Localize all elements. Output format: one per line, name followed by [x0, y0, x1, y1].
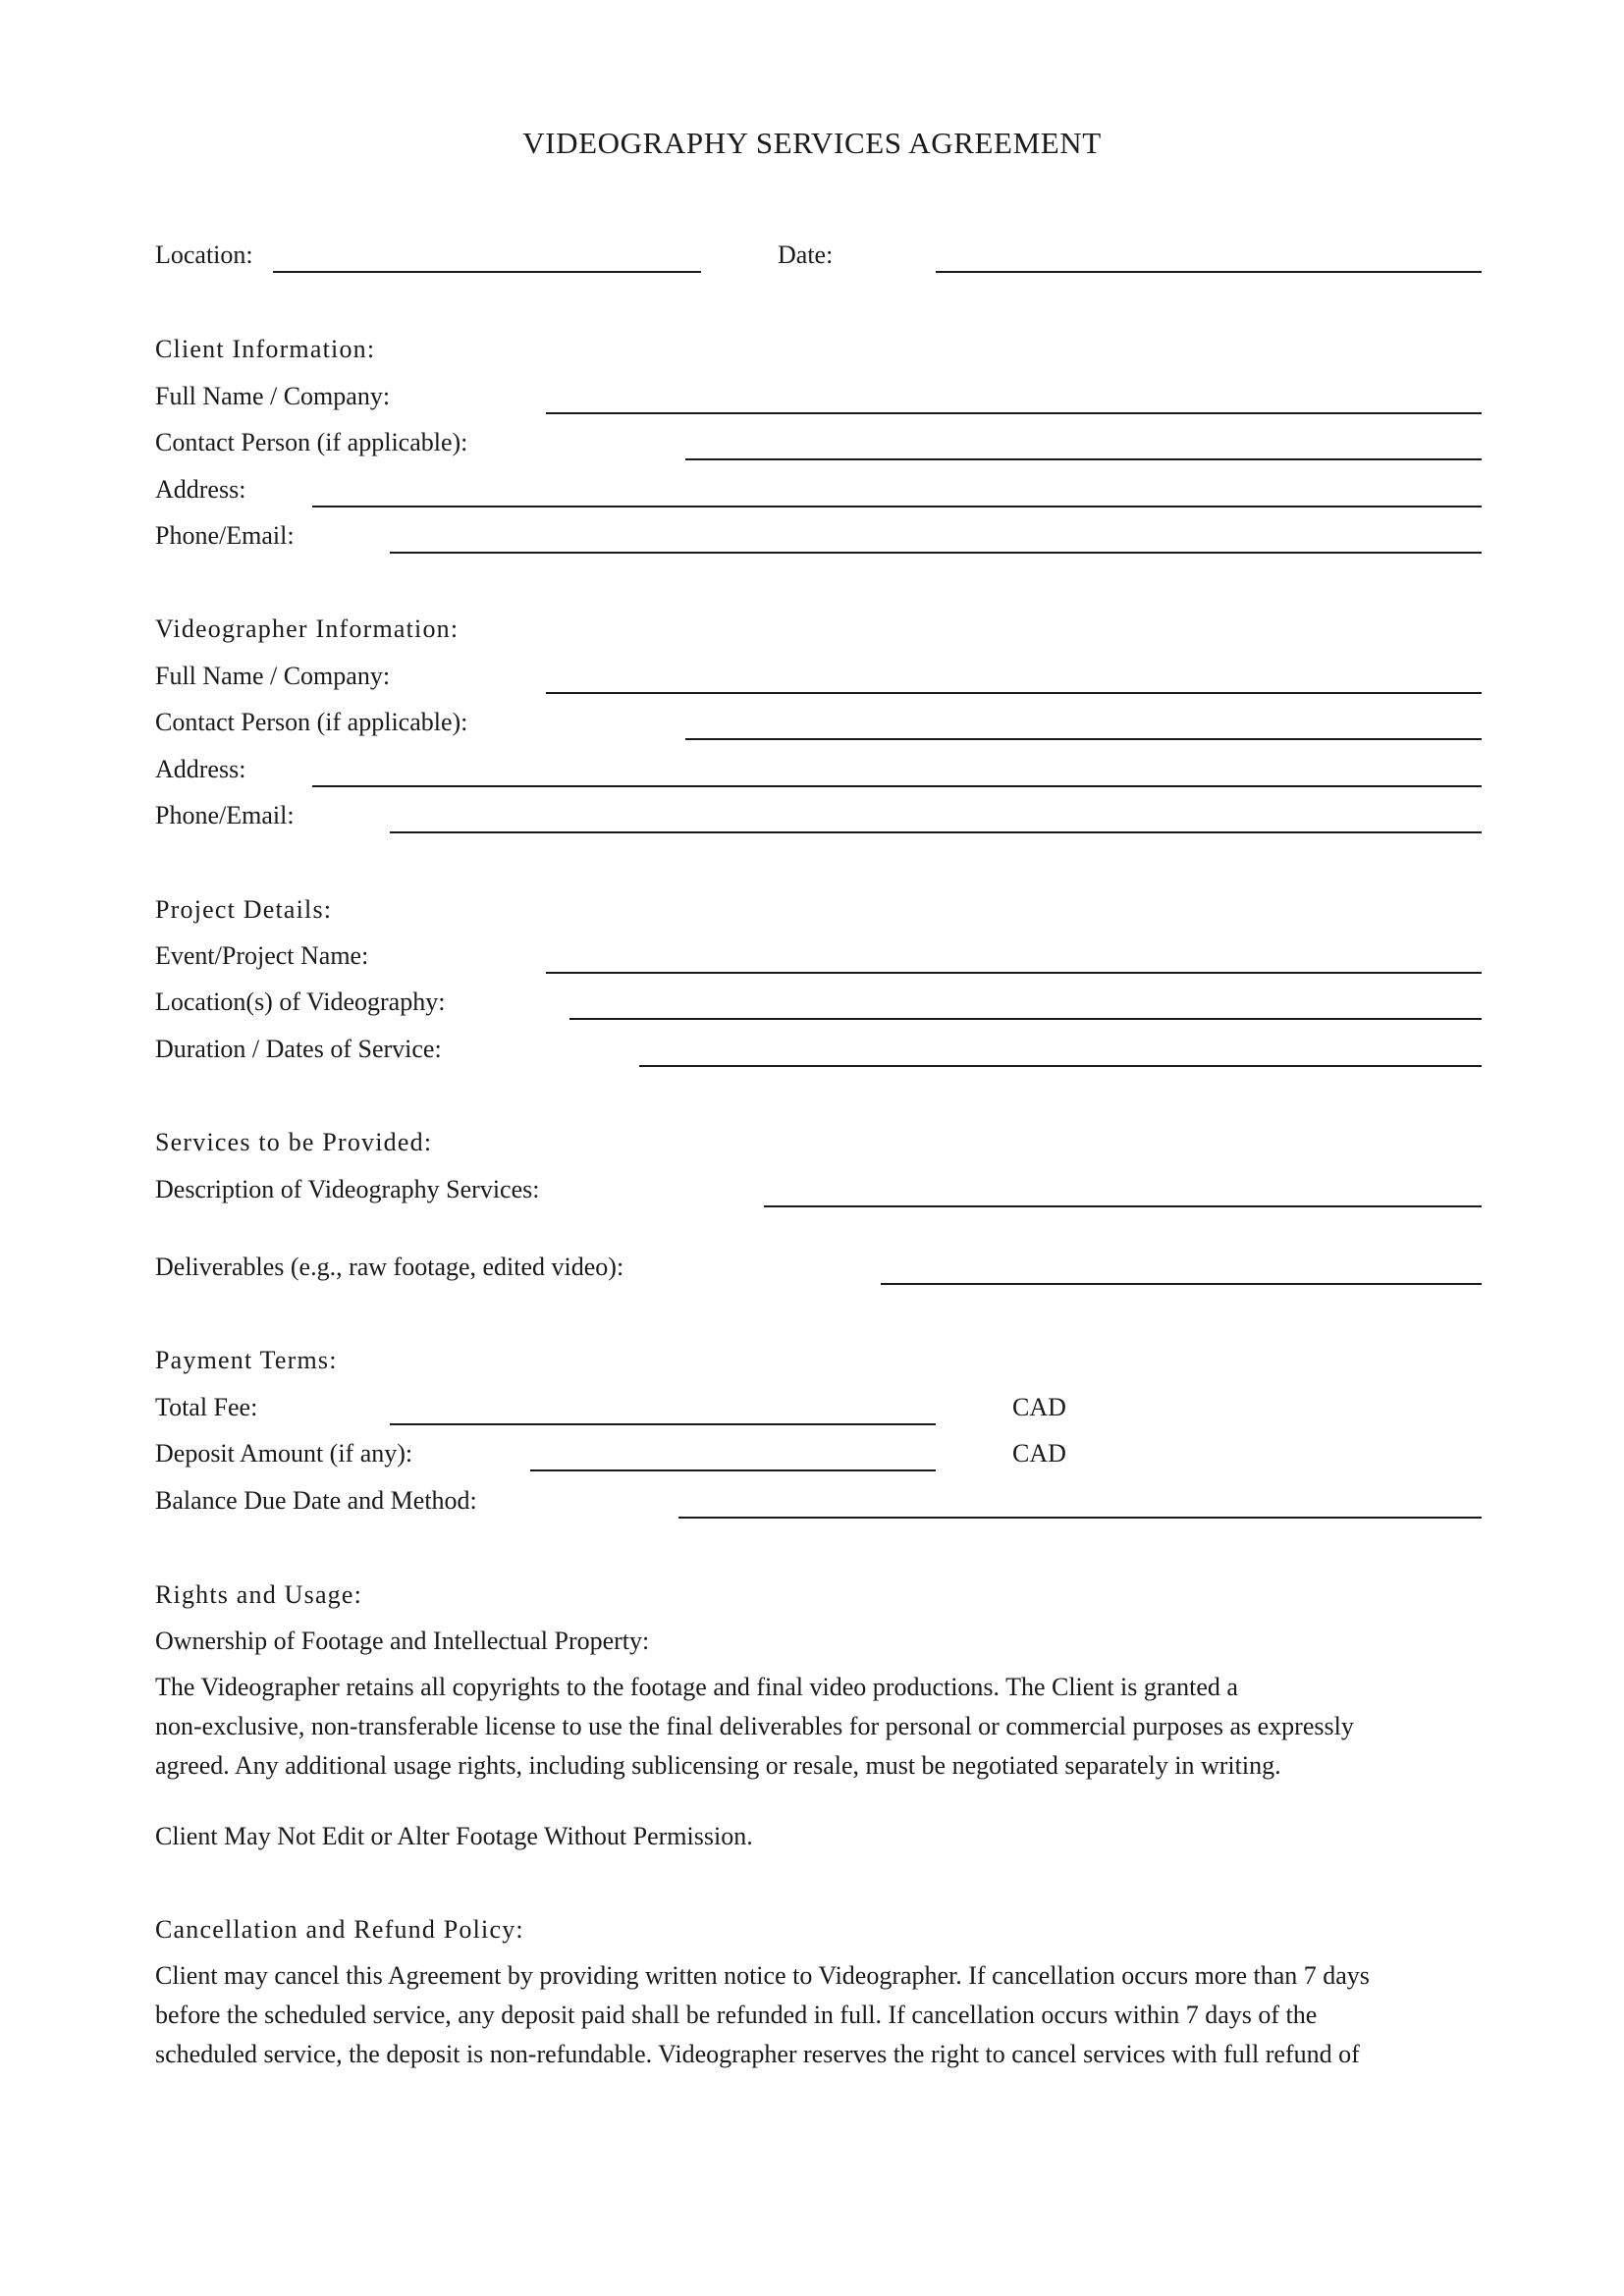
deliverables-label: Deliverables (e.g., raw footage, edited video): [155, 1253, 624, 1281]
videographer-phone-label: Phone/Email: [155, 801, 295, 829]
event-name-label: Event/Project Name: [155, 941, 369, 970]
deposit-label: Deposit Amount (if any): [155, 1439, 413, 1468]
client-name-label: Full Name / Company: [155, 382, 391, 410]
deposit-currency: CAD [1012, 1439, 1066, 1468]
videography-locations-label: Location(s) of Videography: [155, 988, 446, 1016]
client-address-label: Address: [155, 475, 246, 504]
videographer-contact-field[interactable] [685, 738, 1482, 740]
videographer-contact-label: Contact Person (if applicable): [155, 708, 468, 736]
videographer-address-label: Address: [155, 755, 246, 783]
client-contact-field[interactable] [685, 458, 1482, 460]
deposit-field[interactable] [530, 1469, 936, 1471]
location-field[interactable] [273, 271, 701, 273]
client-address-field[interactable] [312, 506, 1482, 507]
client-name-field[interactable] [546, 412, 1482, 414]
services-heading: Services to be Provided: [155, 1128, 433, 1156]
cancellation-heading: Cancellation and Refund Policy: [155, 1915, 524, 1944]
edit-restriction-clause: Client May Not Edit or Alter Footage Without Permission. [155, 1822, 753, 1850]
videographer-phone-field[interactable] [390, 831, 1482, 833]
videography-locations-field[interactable] [569, 1018, 1482, 1020]
services-description-field[interactable] [764, 1205, 1482, 1207]
total-fee-label: Total Fee: [155, 1393, 258, 1421]
client-phone-label: Phone/Email: [155, 521, 295, 550]
service-duration-label: Duration / Dates of Service: [155, 1035, 442, 1063]
client-contact-label: Contact Person (if applicable): [155, 428, 468, 456]
services-description-label: Description of Videography Services: [155, 1175, 540, 1203]
client-phone-field[interactable] [390, 552, 1482, 554]
total-fee-field[interactable] [390, 1423, 936, 1425]
client-info-heading: Client Information: [155, 335, 376, 363]
total-fee-currency: CAD [1012, 1393, 1066, 1421]
rights-paragraph-line: agreed. Any additional usage rights, including sublicensing or resale, must be negotiated separately in writing. [155, 1751, 1281, 1780]
deliverables-field[interactable] [881, 1283, 1482, 1285]
payment-terms-heading: Payment Terms: [155, 1346, 338, 1374]
videographer-name-label: Full Name / Company: [155, 662, 391, 690]
rights-paragraph-line: The Videographer retains all copyrights to the footage and final video productions. The Client is granted a [155, 1673, 1238, 1701]
rights-paragraph-line: non-exclusive, non-transferable license to use the final deliverables for personal or commercial purposes as expressly [155, 1712, 1354, 1740]
event-name-field[interactable] [546, 972, 1482, 974]
location-label: Location: [155, 240, 253, 269]
rights-heading: Rights and Usage: [155, 1580, 363, 1609]
videographer-address-field[interactable] [312, 785, 1482, 787]
videographer-info-heading: Videographer Information: [155, 614, 460, 643]
date-label: Date: [778, 240, 834, 269]
videographer-name-field[interactable] [546, 692, 1482, 694]
project-details-heading: Project Details: [155, 895, 333, 924]
cancellation-paragraph-line: Client may cancel this Agreement by providing written notice to Videographer. If cancellation occurs more than 7 days [155, 1961, 1370, 1990]
balance-due-field[interactable] [678, 1517, 1482, 1519]
date-field[interactable] [936, 271, 1482, 273]
balance-due-label: Balance Due Date and Method: [155, 1486, 477, 1515]
cancellation-paragraph-line: scheduled service, the deposit is non-refundable. Videographer reserves the right to cancel services with full refund of [155, 2040, 1360, 2068]
service-duration-field[interactable] [639, 1065, 1482, 1067]
ownership-subheading: Ownership of Footage and Intellectual Property: [155, 1627, 650, 1655]
document-title: VIDEOGRAPHY SERVICES AGREEMENT [522, 126, 1102, 160]
cancellation-paragraph-line: before the scheduled service, any deposit paid shall be refunded in full. If cancellation occurs within 7 days of the [155, 2001, 1318, 2029]
